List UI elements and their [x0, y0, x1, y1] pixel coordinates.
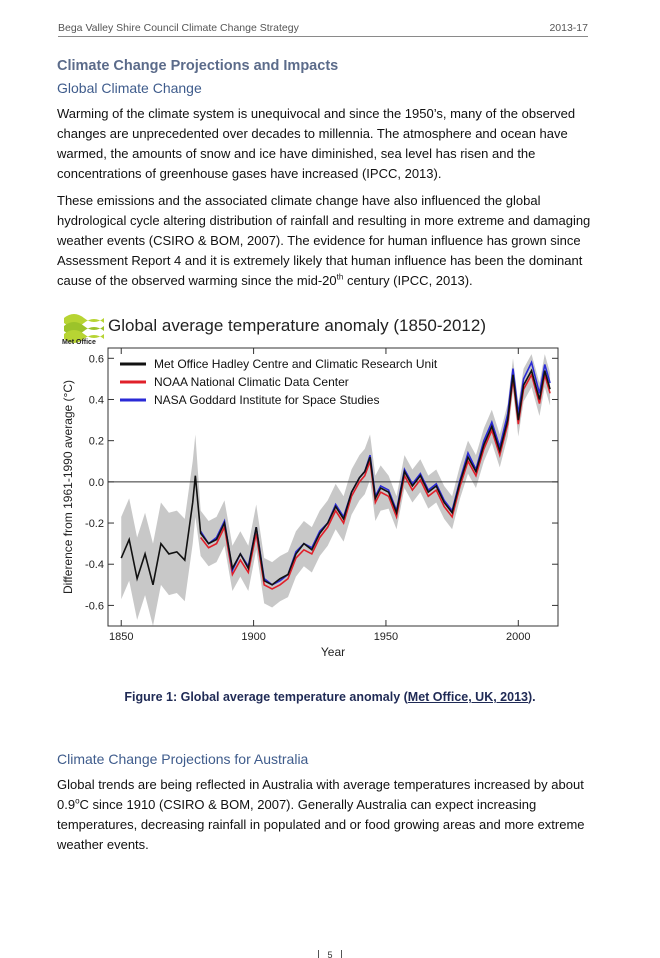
- y-tick-label: 0.4: [88, 394, 104, 407]
- legend-label: NASA Goddard Institute for Space Studies: [154, 393, 380, 407]
- australia-paragraph: [57, 775, 602, 855]
- x-tick-label: 1900: [241, 631, 266, 643]
- paragraph-2: [57, 191, 602, 291]
- australia-section: [57, 751, 602, 862]
- y-tick-label: -0.2: [85, 518, 104, 531]
- paragraph-2-text: These emissions and the associated climate change have also influenced the global hydrological cycle altering distribution of rainfall and resulting in more extreme and damaging weather events (CSIRO & BOM, 2007). The evidence for human influence has grown since Assessment Report 4 and it is extremely likely that human influence has been the dominant cause of the observed warming since the mid-20: [57, 193, 591, 288]
- x-tick-label: 1850: [108, 631, 134, 643]
- x-axis-label: Year: [320, 645, 346, 659]
- paragraph-2-end: century (IPCC, 2013).: [343, 273, 473, 288]
- australia-text-b: C since 1910 (CSIRO & BOM, 2007). Generally Australia can expect increasing temperatures, decreasing rainfall in populated and or food growing areas and more extreme weather events.: [57, 797, 585, 852]
- header-years: 2013-17: [549, 22, 588, 34]
- legend-label: Met Office Hadley Centre and Climatic Research Unit: [154, 357, 438, 371]
- y-tick-label: 0.6: [88, 353, 104, 366]
- temperature-figure: [60, 306, 560, 666]
- y-tick-label: 0.0: [88, 476, 104, 489]
- logo-text: Met Office: [62, 339, 96, 346]
- y-tick-label: -0.4: [85, 559, 104, 572]
- page-header: [58, 22, 588, 37]
- australia-subtitle: Climate Change Projections for Australia: [57, 751, 309, 767]
- x-tick-label: 2000: [506, 631, 531, 643]
- y-axis-label: Difference from 1961-1990 average (°C): [61, 379, 75, 595]
- header-title: Bega Valley Shire Council Climate Change Strategy: [58, 22, 299, 34]
- x-tick-label: 1950: [373, 631, 399, 643]
- section-subtitle: Global Climate Change: [57, 80, 202, 96]
- y-tick-label: -0.6: [85, 600, 104, 613]
- page-number: 5: [318, 950, 342, 958]
- met-office-logo: [62, 314, 104, 346]
- chart-title: Global average temperature anomaly (1850-2012): [108, 316, 487, 335]
- legend-label: NOAA National Climatic Data Center: [154, 375, 349, 389]
- figure-caption: [0, 690, 660, 704]
- section-title: Climate Change Projections and Impacts: [57, 58, 339, 74]
- degree-sup: o: [75, 796, 80, 806]
- temperature-chart: [60, 306, 560, 666]
- caption-link[interactable]: Met Office, UK, 2013: [407, 690, 528, 704]
- y-tick-label: 0.2: [88, 435, 104, 448]
- main-content: [57, 58, 602, 298]
- paragraph-1: Warming of the climate system is unequivocal and since the 1950’s, many of the observed changes are unprecedented over decades to millennia. The atmosphere and ocean have warmed, the amounts of snow and ice have diminished, sea level has risen and the concentrations of greenhouse gases have increased (IPCC, 2013).: [57, 106, 576, 181]
- caption-prefix: Figure 1: Global average temperature anomaly (: [124, 690, 408, 704]
- paragraph-2-sup: th: [336, 272, 344, 282]
- australia-text-a: Global trends are being reflected in Australia with average temperatures increased by about 0.9: [57, 777, 584, 812]
- caption-suffix: ).: [527, 690, 536, 704]
